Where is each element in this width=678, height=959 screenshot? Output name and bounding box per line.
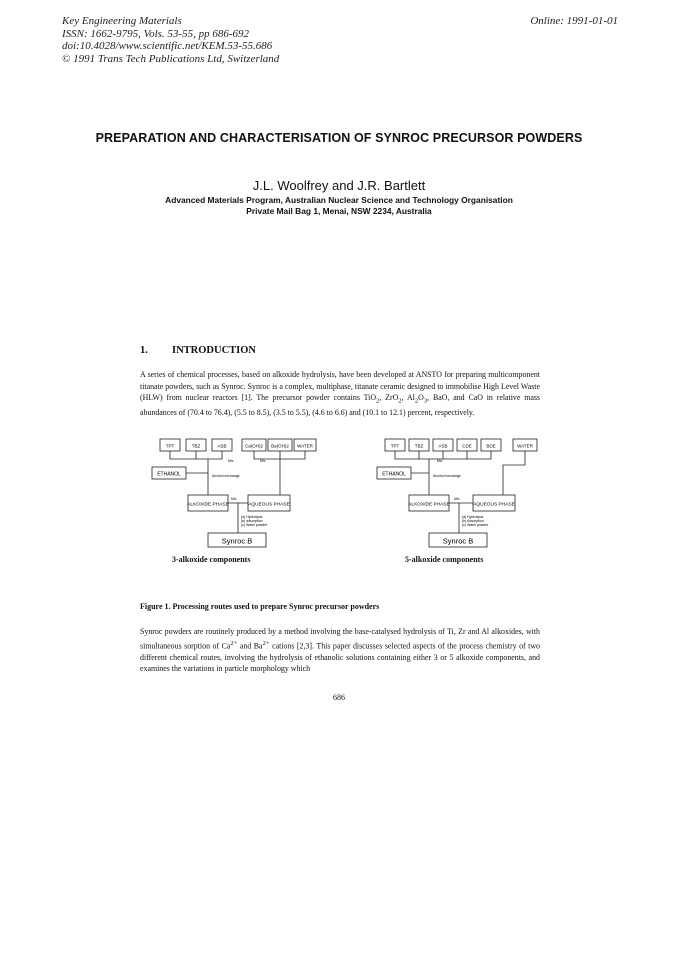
alkoxide-phase-label: ALKOXIDE PHASE — [187, 502, 229, 508]
process-diagram-5-alkoxide — [375, 433, 555, 553]
mix-label: Mix — [228, 459, 234, 463]
input-box — [294, 439, 316, 451]
online-date: Online: 1991-01-01 — [530, 15, 618, 27]
input-label: TPT — [390, 443, 400, 449]
input-label: WATER — [517, 443, 533, 449]
mix-label: Mix — [454, 497, 460, 501]
input-label: Ba(OH)2 — [271, 443, 289, 449]
input-box — [457, 439, 477, 451]
body-paragraph: Synroc powders are routinely produced by a method involving the base-catalysed hydrolysis of Ti, Zr and Al alkoxides, with simultaneous sorption of $Ca^{2+}$ and $Ba^{2+}$ cations [2,3]. This paper discusses selected aspects of the process chemistry of two different chemical routes, involving the hydrolysis of ethanolic solutions containing either 3 or 5 alkoxide components, and examines the variations in particle morphology which — [140, 627, 540, 674]
affiliation — [80, 195, 598, 217]
paper-authors: J.L. Woolfrey and J.R. Bartlett — [252, 178, 426, 193]
input-box — [513, 439, 537, 451]
step-label: (a) Hydrolysis — [462, 515, 484, 519]
input-box — [242, 439, 266, 451]
input-box — [186, 439, 206, 451]
input-box — [409, 439, 429, 451]
input-box — [268, 439, 292, 451]
mix-label: Mix — [231, 497, 237, 501]
journal-issn: ISSN: 1662-9795, Vols. 53-55, pp 686-692 — [62, 27, 249, 40]
process-diagram-3-alkoxide — [150, 433, 330, 553]
figure-right-label: 5-alkoxide components — [405, 555, 484, 564]
section-number: 1. — [140, 345, 148, 356]
section-title: INTRODUCTION — [172, 345, 257, 356]
figure-caption: Figure 1. Processing routes used to prepare Synroc precursor powders — [140, 602, 380, 611]
exchange-label: Alcohol exchange — [433, 474, 461, 478]
ethanol-label: ETHANOL — [157, 471, 181, 478]
section-heading — [140, 345, 256, 356]
input-label: Ca(OH)2 — [244, 443, 264, 449]
journal-copyright: © 1991 Trans Tech Publications Ltd, Switzerland — [62, 52, 280, 65]
paper-title: PREPARATION AND CHARACTERISATION OF SYNROC PRECURSOR POWDERS — [95, 131, 583, 145]
input-label: TBZ — [191, 443, 201, 449]
page-number: 686 — [333, 693, 345, 702]
journal-doi: doi:10.4028/www.scientific.net/KEM.53-55.686 — [62, 40, 273, 52]
journal-header — [62, 15, 279, 65]
step-label: (b) adsorption — [241, 519, 263, 523]
mix-label: Mix — [437, 459, 443, 463]
aqueous-phase-label: AQUEOUS PHASE — [248, 502, 290, 508]
journal-name: Key Engineering Materials — [62, 15, 182, 27]
product-label: Synroc B — [221, 536, 253, 546]
input-box — [433, 439, 453, 451]
affiliation-line: Advanced Materials Program, Australian Nuclear Science and Technology Organisation — [165, 195, 513, 205]
step-label: (c) Wash powder — [462, 523, 489, 527]
step-label: (b) Adsorption — [462, 519, 484, 523]
alkoxide-phase-label: ALKOXIDE PHASE — [408, 502, 450, 508]
input-box — [160, 439, 180, 451]
input-box — [481, 439, 501, 451]
affiliation-line: Private Mail Bag 1, Menai, NSW 2234, Australia — [246, 206, 432, 216]
input-label: ASB — [438, 443, 448, 449]
input-label: CDE — [462, 443, 472, 449]
input-label: BDE — [486, 443, 496, 449]
input-label: ASB — [217, 443, 227, 449]
input-box — [212, 439, 232, 451]
exchange-label: Alcohol exchange — [212, 474, 240, 478]
figure-left-label: 3-alkoxide components — [172, 555, 251, 564]
aqueous-phase-label: AQUEOUS PHASE — [473, 502, 515, 508]
mix-label: Mix — [260, 459, 266, 463]
intro-paragraph: A series of chemical processes, based on alkoxide hydrolysis, have been developed at ANSTO for preparing multicomponent titanate powders, such as Synroc. Synroc is a complex, multiphase, titanate ceramic designed to immobilise High Level Waste (HLW) from nuclear reactors [1]. The precursor powder contains TiO$_2$, ZrO$_2$, $Al_2O_3$, BaO, and CaO in relative mass abundances of (70.4 to 76.4), (5.5 to 8.5), (3.5 to 5.5), (4.6 to 6.6) and (10.1 to 12.1) percent, respectively. — [140, 370, 540, 418]
input-label: TBZ — [414, 443, 424, 449]
input-label: TPT — [165, 443, 175, 449]
step-label: (a) Hydrolysis — [241, 515, 263, 519]
step-label: (c) Wash powder — [241, 523, 268, 527]
ethanol-label: ETHANOL — [382, 471, 406, 478]
product-label: Synroc B — [442, 536, 474, 546]
input-label: WATER — [297, 443, 313, 449]
input-box — [385, 439, 405, 451]
